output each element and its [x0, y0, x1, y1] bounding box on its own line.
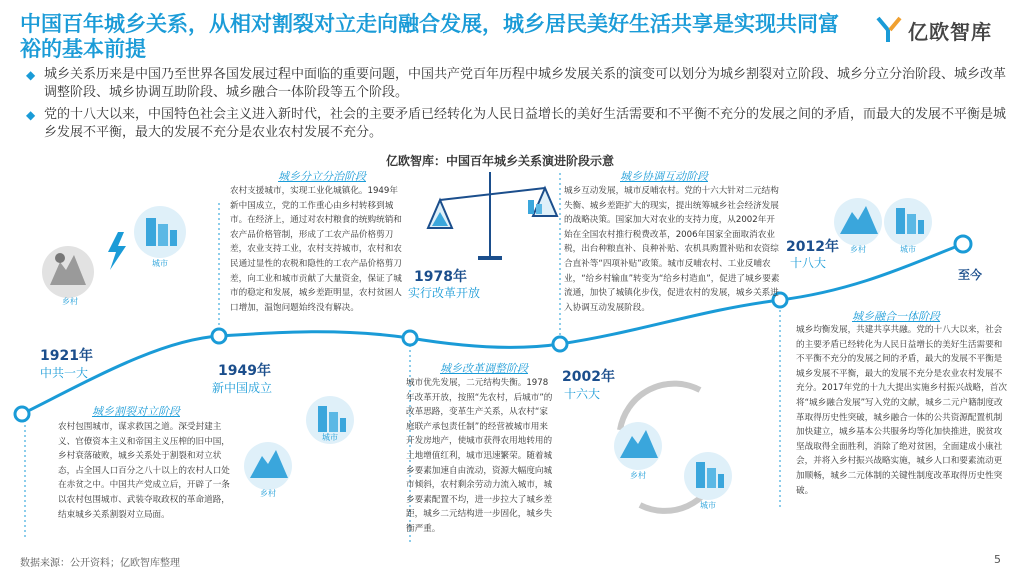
stage-heading: 城乡改革调整阶段	[440, 362, 528, 375]
logo-text: 亿欧智库	[908, 20, 992, 44]
timeline-node	[553, 337, 567, 351]
village-icon	[614, 422, 662, 470]
village-icon	[244, 442, 292, 490]
city-label: 城市	[900, 245, 916, 254]
timeline-node	[212, 329, 226, 343]
milestone-year: 2002年	[562, 369, 615, 385]
stage-description: 农村包围城市，谋求救国之道。深受封建主义、官僚资本主义和帝国主义压榨的旧中国，乡村衰落破败，城乡关系处于割裂和对立状态，占全国人口百分之八十以上的农村人口处在赤贫之中。中国共产党成立后，开辟了一条以农村包围城市、武装夺取政权的革命道路，结束城乡关系割裂对立局面。	[58, 422, 230, 520]
milestone-event: 实行改革开放	[408, 286, 481, 300]
city-mini-icon	[536, 204, 542, 214]
village-label: 乡村	[62, 297, 78, 306]
timeline-node	[15, 407, 29, 421]
city-label: 城市	[152, 259, 168, 268]
stage-heading: 城乡协调互动阶段	[620, 170, 708, 183]
stage-description: 农村支援城市，实现工业化城镇化。1949年新中国成立，党的工作重心由乡村转移到城市。在经济上，通过对农村粮食的统购统销和农产品价格管制，形成了工农产品价格剪刀差，农业支持工业，农村支持城市，农村和农民通过显性的农税和隐性的工农产品价格剪刀差，向工业和城市贡献了大量资金，保证了城市的稳定和发展，城乡差距明显，农村贫困人口增加，温饱问题始终没有解决。	[230, 186, 402, 313]
milestone-year: 1949年	[218, 363, 271, 379]
milestone-event: 至今	[958, 268, 983, 282]
milestone-event: 十六大	[564, 387, 601, 401]
stage-heading: 城乡分立分治阶段	[278, 170, 366, 183]
city-label: 城市	[700, 501, 716, 510]
village-label: 乡村	[630, 471, 646, 480]
lightning-icon	[108, 232, 126, 270]
village-icon	[42, 246, 94, 298]
stage-heading: 城乡割裂对立阶段	[92, 405, 180, 418]
milestone-event: 新中国成立	[212, 381, 273, 395]
source-note: 数据来源：公开资料；亿欧智库整理	[20, 558, 180, 569]
bullet-item: ◆ 城乡关系历来是中国乃至世界各国发展过程中面临的重要问题，中国共产党百年历程中城乡发展关系的演变可以划分为城乡割裂对立阶段、城乡分立分治阶段、城乡改革调整阶段、城乡协调互助阶段、城乡融合一体阶段等五个阶段。	[26, 66, 1006, 102]
milestone-year: 2012年	[786, 239, 839, 255]
page-title: 中国百年城乡关系，从相对割裂对立走向融合发展，城乡居民美好生活共享是实现共同富裕的基本前提	[20, 12, 839, 61]
stage-description: 城乡均衡发展，共建共享共融。党的十八大以来，社会的主要矛盾已经转化为人民日益增长的美好生活需要和不平衡不充分的发展之间的矛盾，最大的发展不平衡是城乡发展不平衡，最大的发展不充分是农业农村发展不充分。2017年党的十九大提出实施乡村振兴战略，首次将“城乡融合发展”写入党的文献，城乡二元户籍制度改革取得历史性突破，城乡融合一体的公共资源配置机制加快建立，城乡基本公共服务均等化加快推进，脱贫攻坚战取得全面胜利，消除了绝对贫困，全面建成小康社会，并将入乡村振兴战略实施，城乡人口和要素流动更加顺畅，城乡二元体制的关键性制度改革取得历史性突破。	[796, 325, 1007, 496]
timeline-node	[403, 331, 417, 345]
milestone-year: 1921年	[40, 348, 93, 364]
stage-description: 城乡互动发展，城市反哺农村。党的十六大针对二元结构失衡、城乡差距扩大的现实，提出统筹城乡社会经济发展的战略决策。国家加大对农业的支持力度，从2002年开始在全国农村推行税费改革，2006年国家全面取消农业税，出台种粮直补、良种补贴、农机具购置补贴和农资综合直补等“四项补贴”政策。城市反哺农村、工业反哺农业，“给乡村输血”转变为“给乡村造血”，促进了城乡要素流通，加快了城镇化步伐，促进农村的发展，城乡关系进入协调互动发展阶段。	[564, 186, 780, 313]
city-label: 城市	[322, 433, 338, 442]
milestone-event: 中共一大	[40, 366, 89, 380]
village-label: 乡村	[850, 245, 866, 254]
city-icon	[134, 206, 186, 258]
stage-heading: 城乡融合一体阶段	[852, 310, 940, 323]
bullet-item: ◆ 党的十八大以来，中国特色社会主义进入新时代，社会的主要矛盾已经转化为人民日益增长的美好生活需要和不平衡不充分的发展之间的矛盾，而最大的发展不平衡是城乡发展不平衡，最大的发展不充分是农业农村发展不充分。	[26, 106, 1006, 142]
timeline-node	[955, 236, 971, 252]
milestone-event: 十八大	[790, 256, 827, 270]
village-icon	[834, 198, 882, 246]
balance-scale-icon	[428, 172, 557, 258]
page-number: 5	[994, 553, 1001, 566]
village-label: 乡村	[260, 489, 276, 498]
city-icon	[684, 452, 732, 500]
city-icon	[884, 198, 932, 246]
milestone-year: 1978年	[414, 269, 467, 285]
city-mini-icon	[528, 200, 534, 214]
diagram-title: 亿欧智库：中国百年城乡关系演进阶段示意	[386, 154, 615, 168]
stage-description: 城市优先发展，二元结构失衡。1978年改革开放，按照“先农村，后城市”的改革思路，变革生产关系，从农村“家庭联产承包责任制”的经营被城市用来开发房地产，使城市获得农用地转用的土地增值红利，城市迅速繁荣。随着城乡要素加速自由流动，资源大幅度向城市倾斜，农村剩余劳动力流入城市，城乡要素配置不均，进一步拉大了城乡差距，城乡二元结构进一步固化，城乡失衡严重。	[406, 378, 553, 534]
